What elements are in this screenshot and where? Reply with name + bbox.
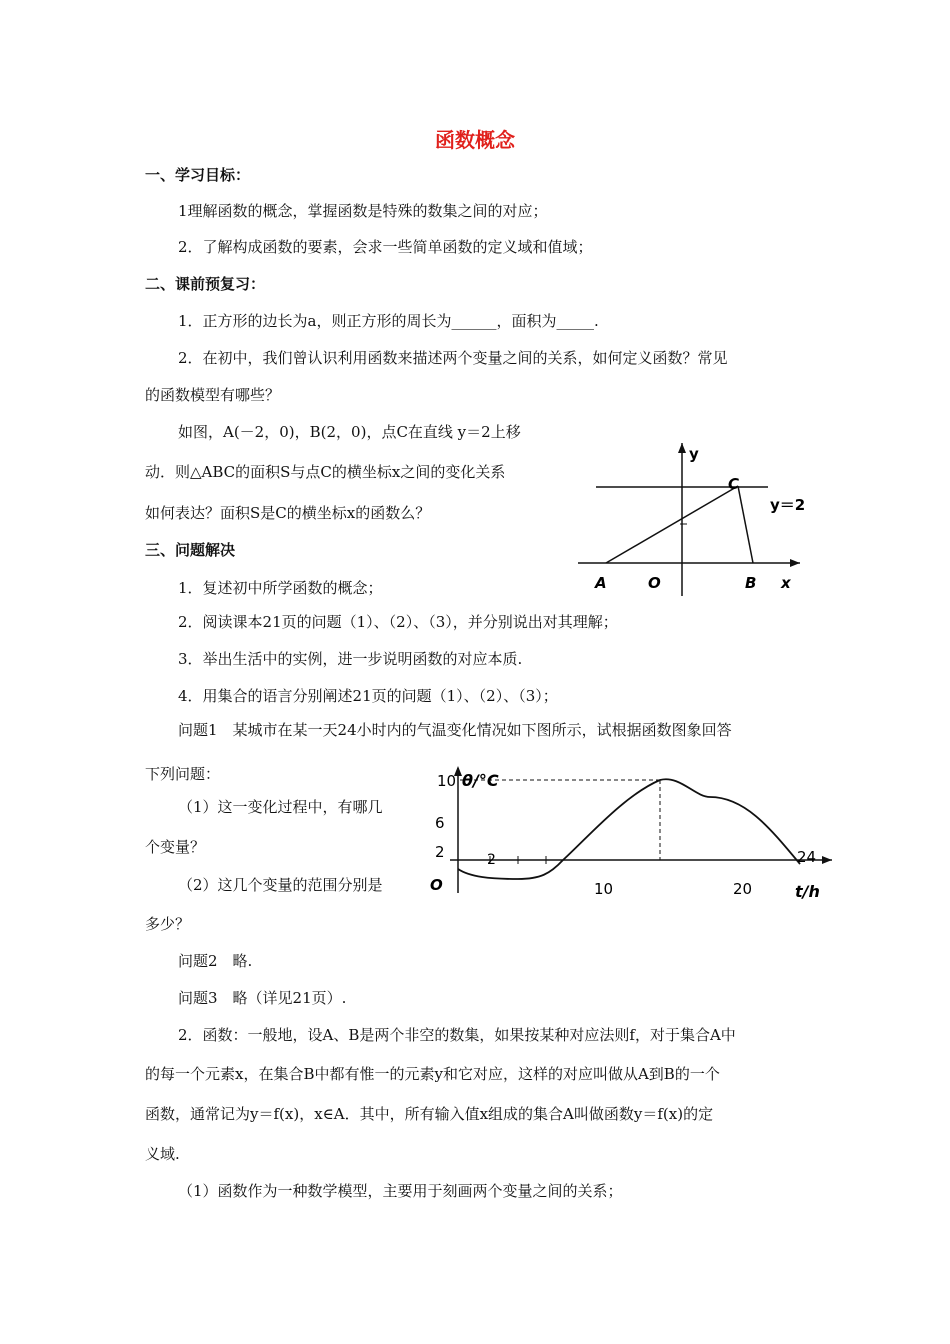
paragraph: 如图，A(－2，0)，B(2，0)，点C在直线 y＝2上移: [178, 423, 521, 441]
point-a-label: A: [595, 574, 607, 592]
x-tick-label: 10: [594, 880, 614, 898]
paragraph: 的每一个元素x，在集合B中都有惟一的元素y和它对应，这样的对应叫做从A到B的一个: [145, 1065, 720, 1083]
origin-label: O: [430, 876, 443, 894]
paragraph: （1）函数作为一种数学模型，主要用于刻画两个变量之间的关系；: [178, 1182, 623, 1200]
point-b-label: B: [745, 574, 757, 592]
paragraph: 如何表达？面积S是C的横坐标x的函数么？: [145, 504, 431, 522]
paragraph: 的函数模型有哪些？: [145, 386, 281, 404]
paragraph: 函数，通常记为y＝f(x)，x∈A．其中，所有输入值x组成的集合A叫做函数y＝f(x)的定: [145, 1105, 714, 1123]
section-heading-preview: 二、课前预复习：: [145, 275, 266, 293]
paragraph: 1理解函数的概念，掌握函数是特殊的数集之间的对应；: [178, 202, 548, 220]
y-tick-label: 6: [435, 814, 445, 832]
paragraph: 问题1 某城市在某一天24小时内的气温变化情况如下图所示，试根据函数图象回答: [178, 721, 732, 739]
x-tick-label: 24: [797, 848, 817, 866]
section-heading-problems: 三、问题解决: [145, 541, 236, 559]
paragraph: 下列问题：: [145, 765, 221, 783]
paragraph: 义域.: [145, 1145, 180, 1163]
paragraph: 4．用集合的语言分别阐述21页的问题（1）、（2）、（3）；: [178, 687, 558, 705]
x-tick-label: 2: [487, 852, 496, 868]
x-axis-label: x: [781, 574, 791, 592]
point-c-label: C: [728, 475, 740, 493]
segment-cb: [738, 486, 753, 563]
paragraph: 问题2 略.: [178, 952, 253, 970]
paragraph: 个变量？: [145, 838, 206, 856]
y-tick-label: 10: [437, 772, 457, 790]
paragraph: 问题3 略（详见21页）.: [178, 989, 347, 1007]
paragraph: 多少？: [145, 915, 191, 933]
y-axis-arrow: [678, 443, 686, 453]
paragraph: （2）这几个变量的范围分别是: [178, 876, 383, 894]
paragraph: 3．举出生活中的实例，进一步说明函数的对应本质.: [178, 650, 523, 668]
x-tick-label: 20: [733, 880, 753, 898]
paragraph: 2．了解构成函数的要素，会求一些简单函数的定义域和值域；: [178, 238, 593, 256]
paragraph: 2．函数：一般地，设A、B是两个非空的数集，如果按某种对应法则f，对于集合A中: [178, 1026, 736, 1044]
line-label: y＝2: [770, 496, 806, 514]
paragraph: 1．正方形的边长为a，则正方形的周长为______，面积为_____.: [178, 312, 599, 330]
origin-label: O: [648, 574, 661, 592]
paragraph: 动．则△ABC的面积S与点C的横坐标x之间的变化关系: [145, 463, 506, 481]
y-axis-label: y: [689, 445, 699, 463]
y-tick-label: 2: [435, 843, 445, 861]
paragraph: 1．复述初中所学函数的概念；: [178, 579, 383, 597]
section-heading-goals: 一、学习目标：: [145, 166, 251, 184]
page-title: 函数概念: [435, 128, 515, 152]
paragraph: 2．在初中，我们曾认识利用函数来描述两个变量之间的关系，如何定义函数？常见: [178, 349, 728, 367]
t-axis-arrow: [822, 856, 832, 864]
segment-ac: [606, 486, 738, 563]
temperature-chart: [425, 760, 835, 905]
temperature-curve: [458, 779, 800, 879]
y-axis-label: θ/°C: [462, 771, 499, 790]
paragraph: 2．阅读课本21页的问题（1）、（2）、（3），并分别说出对其理解；: [178, 613, 618, 631]
x-axis-arrow: [790, 559, 800, 567]
paragraph: （1）这一变化过程中，有哪几: [178, 798, 383, 816]
x-axis-label: t/h: [795, 882, 820, 901]
triangle-figure: [570, 438, 830, 603]
